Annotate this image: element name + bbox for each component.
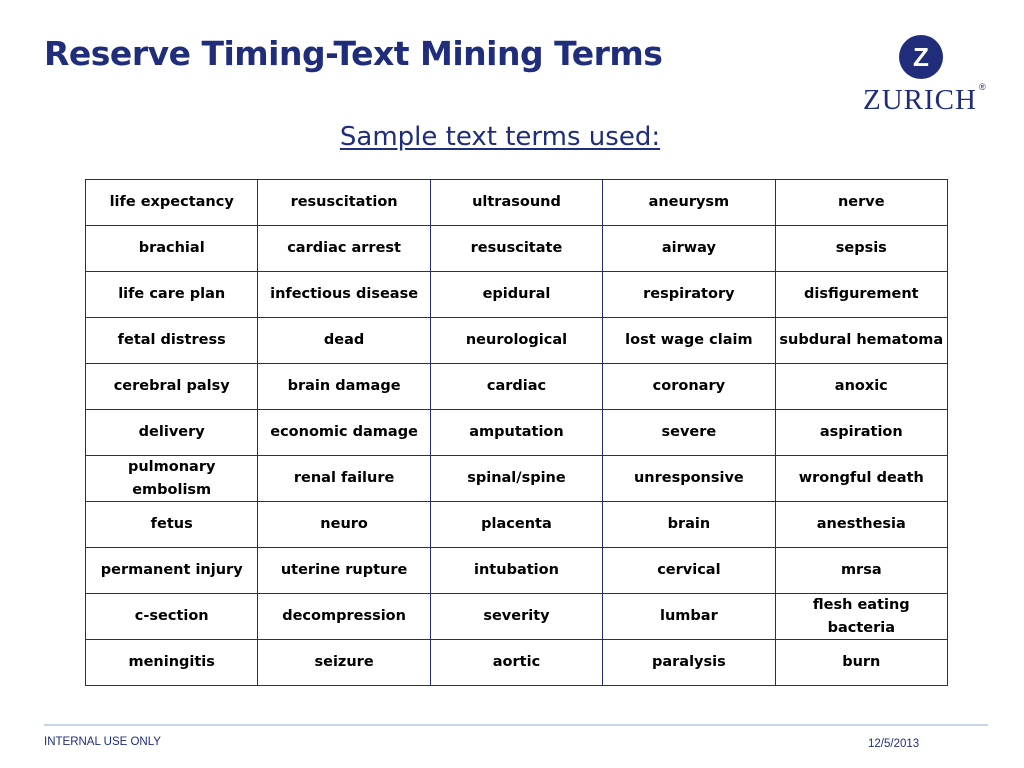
- table-cell: brachial: [86, 226, 258, 272]
- table-cell: unresponsive: [603, 456, 775, 502]
- table-cell: uterine rupture: [258, 548, 430, 594]
- footer-classification: INTERNAL USE ONLY: [44, 736, 161, 748]
- table-cell: severe: [603, 410, 775, 456]
- logo-wordmark: ZURICH: [863, 84, 977, 116]
- table-cell: fetal distress: [86, 318, 258, 364]
- table-cell: infectious disease: [258, 272, 430, 318]
- table-cell: epidural: [430, 272, 602, 318]
- table-row: [86, 180, 948, 226]
- table-row: [86, 410, 948, 456]
- table-cell: lumbar: [603, 594, 775, 640]
- table-cell: brain: [603, 502, 775, 548]
- table-cell: burn: [775, 640, 947, 686]
- zurich-logo: [858, 34, 998, 122]
- table-cell: cervical: [603, 548, 775, 594]
- table-row: [86, 272, 948, 318]
- terms-table-body: [86, 180, 948, 686]
- table-cell: resuscitate: [430, 226, 602, 272]
- table-cell: renal failure: [258, 456, 430, 502]
- table-cell: amputation: [430, 410, 602, 456]
- table-cell: cardiac: [430, 364, 602, 410]
- table-cell: mrsa: [775, 548, 947, 594]
- table-cell: economic damage: [258, 410, 430, 456]
- table-cell: pulmonary embolism: [86, 456, 258, 502]
- table-cell: cardiac arrest: [258, 226, 430, 272]
- table-cell: meningitis: [86, 640, 258, 686]
- table-cell: coronary: [603, 364, 775, 410]
- table-cell: anesthesia: [775, 502, 947, 548]
- table-row: [86, 640, 948, 686]
- table-cell: anoxic: [775, 364, 947, 410]
- registered-mark: ®: [979, 82, 986, 92]
- table-cell: fetus: [86, 502, 258, 548]
- table-cell: spinal/spine: [430, 456, 602, 502]
- table-cell: wrongful death: [775, 456, 947, 502]
- table-cell: respiratory: [603, 272, 775, 318]
- table-row: [86, 548, 948, 594]
- table-cell: aortic: [430, 640, 602, 686]
- table-cell: disfigurement: [775, 272, 947, 318]
- table-cell: neuro: [258, 502, 430, 548]
- table-cell: aspiration: [775, 410, 947, 456]
- table-cell: nerve: [775, 180, 947, 226]
- table-cell: dead: [258, 318, 430, 364]
- slide-subtitle: [0, 122, 1000, 152]
- table-row: [86, 594, 948, 640]
- table-cell: permanent injury: [86, 548, 258, 594]
- table-cell: c-section: [86, 594, 258, 640]
- table-cell: resuscitation: [258, 180, 430, 226]
- slide-title: Reserve Timing-Text Mining Terms: [44, 34, 663, 73]
- table-row: [86, 318, 948, 364]
- table-cell: neurological: [430, 318, 602, 364]
- table-cell: placenta: [430, 502, 602, 548]
- table-cell: life expectancy: [86, 180, 258, 226]
- table-cell: decompression: [258, 594, 430, 640]
- table-cell: aneurysm: [603, 180, 775, 226]
- table-row: [86, 456, 948, 502]
- table-cell: cerebral palsy: [86, 364, 258, 410]
- table-cell: delivery: [86, 410, 258, 456]
- table-cell: severity: [430, 594, 602, 640]
- table-cell: seizure: [258, 640, 430, 686]
- table-row: [86, 502, 948, 548]
- terms-table: [85, 179, 948, 686]
- table-cell: flesh eating bacteria: [775, 594, 947, 640]
- table-cell: intubation: [430, 548, 602, 594]
- zurich-logo-icon: [898, 34, 944, 80]
- table-cell: ultrasound: [430, 180, 602, 226]
- table-cell: airway: [603, 226, 775, 272]
- subtitle-text: Sample text terms used:: [339, 122, 661, 152]
- logo-mark-letter: Z: [913, 42, 929, 72]
- footer-divider: [44, 724, 988, 726]
- table-cell: lost wage claim: [603, 318, 775, 364]
- table-row: [86, 364, 948, 410]
- table-cell: sepsis: [775, 226, 947, 272]
- table-row: [86, 226, 948, 272]
- table-cell: life care plan: [86, 272, 258, 318]
- footer-date: 12/5/2013: [868, 738, 920, 750]
- table-cell: subdural hematoma: [775, 318, 947, 364]
- table-cell: brain damage: [258, 364, 430, 410]
- table-cell: paralysis: [603, 640, 775, 686]
